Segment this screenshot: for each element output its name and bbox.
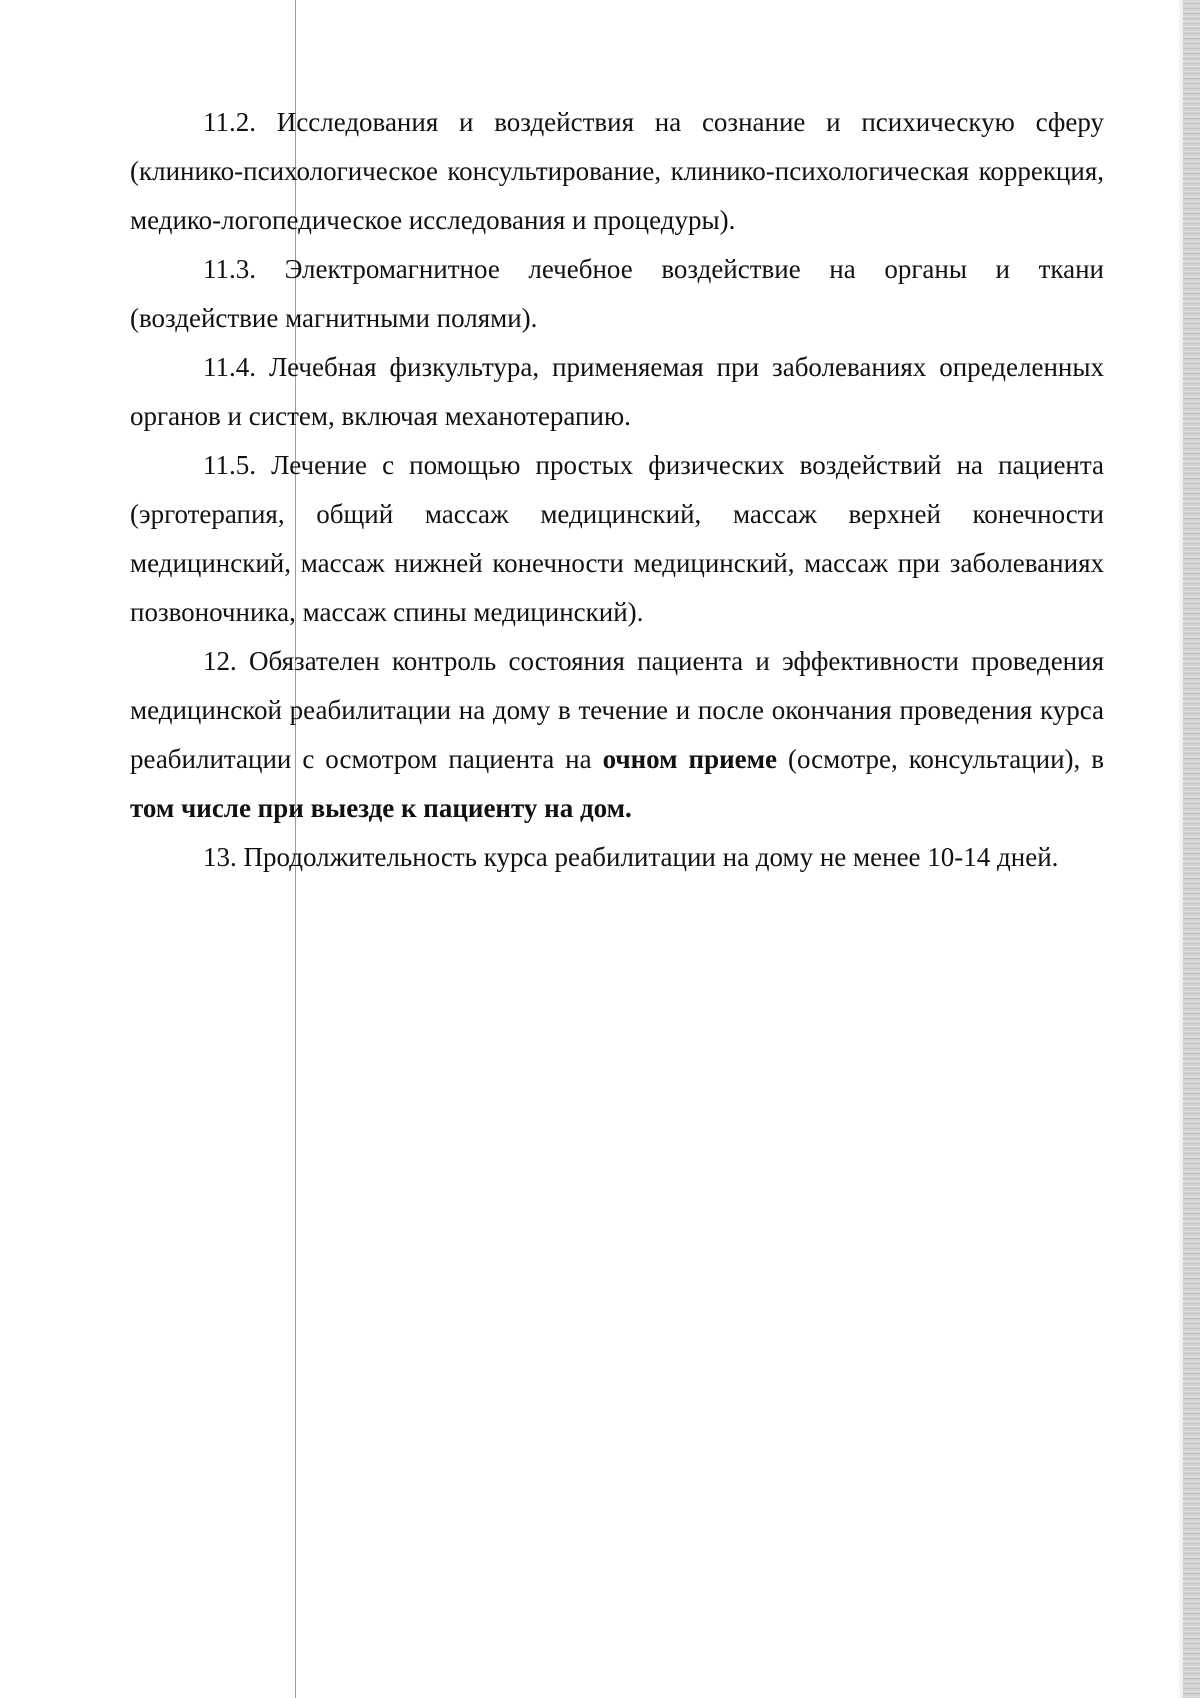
paragraph-12-text-before: 12. Обязателен контроль состояния пациента и эффективности проведения медицинской реабилитации на дому в течение и после окончания проведения курса реабилитации с осмотром пациента на [130, 646, 1104, 774]
paragraph-13: 13. Продолжительность курса реабилитации на дому не менее 10-14 дней. [203, 842, 1059, 872]
paragraph-12 [130, 637, 1104, 833]
document-body [130, 98, 1104, 882]
paragraph-11-2: 11.2. Исследования и воздействия на сознание и психическую сферу (клинико-психологическое консультирование, клинико-психологическая коррекция, медико-логопедическое исследования и процедуры). [130, 107, 1104, 235]
paragraph-11-5: 11.5. Лечение с помощью простых физических воздействий на пациента (эрготерапия, общий массаж медицинский, массаж верхней конечности медицинский, массаж нижней конечности медицинский, массаж при заболеваниях позвоночника, массаж спины медицинский). [130, 450, 1104, 627]
paragraph-11-3: 11.3. Электромагнитное лечебное воздействие на органы и ткани (воздействие магнитными полями). [130, 254, 1104, 333]
paragraph-12-bold-home-visit: том числе при выезде к пациенту на дом. [130, 793, 632, 823]
paragraph-11-4: 11.4. Лечебная физкультура, применяемая при заболеваниях определенных органов и систем, включая механотерапию. [130, 352, 1104, 431]
paragraph-12-text-middle: (осмотре, консультации), в [777, 744, 1105, 774]
paragraph-12-bold-in-person: очном приеме [602, 744, 778, 774]
page-edge-artifact [1183, 0, 1200, 1698]
